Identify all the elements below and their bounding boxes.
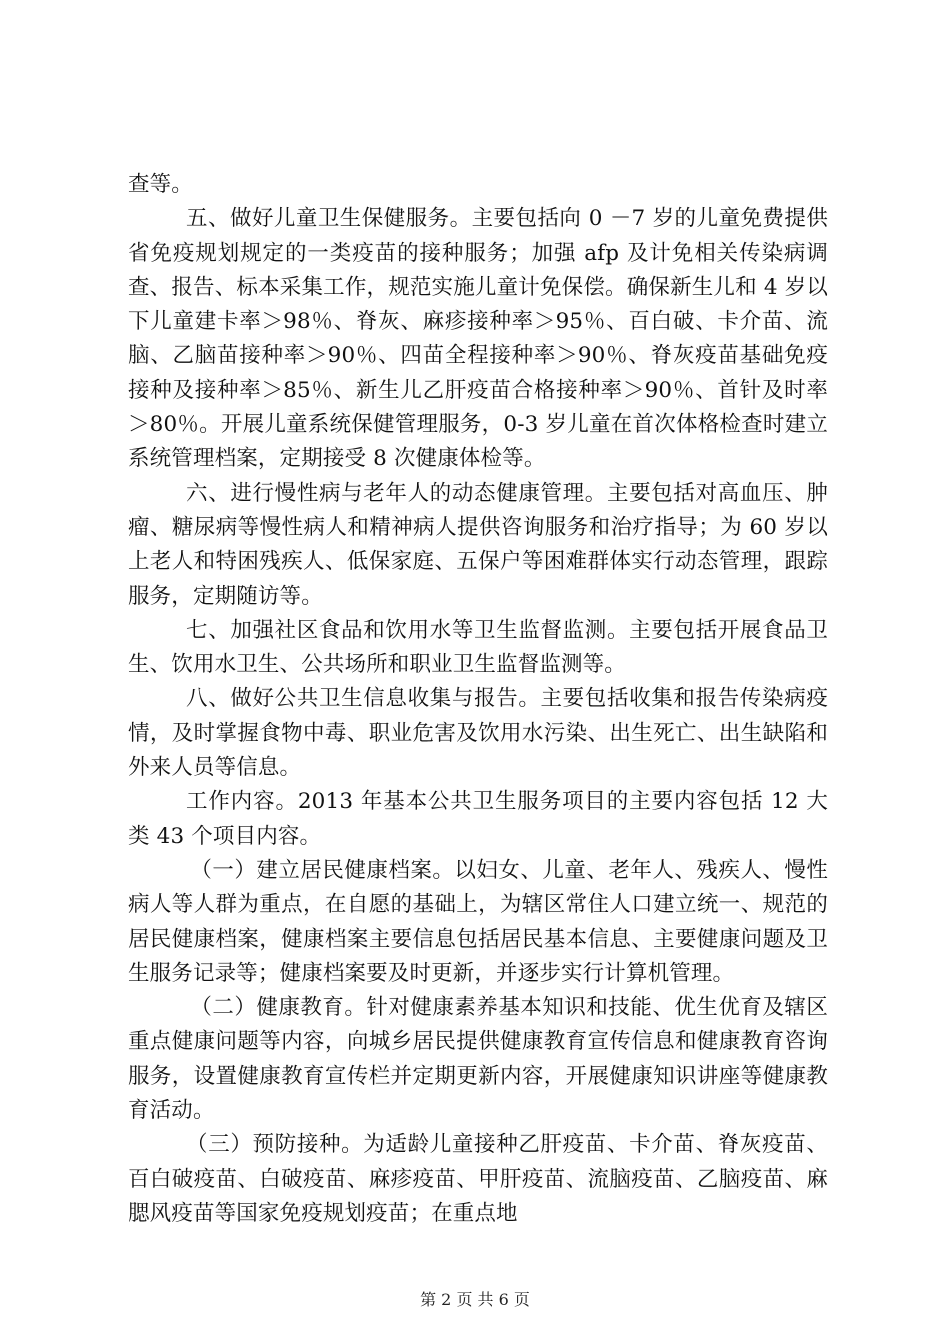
paragraph-health-records: （一）建立居民健康档案。以妇女、儿童、老年人、残疾人、慢性病人等人群为重点，在自愿的基础上，为辖区常住人口建立统一、规范的居民健康档案，健康档案主要信息包括居民基本信息、主要健康问题及卫生服务记录等；健康档案要及时更新，并逐步实行计算机管理。 <box>128 857 828 986</box>
paragraph-food-water-supervision: 七、加强社区食品和饮用水等卫生监督监测。主要包括开展食品卫生、饮用水卫生、公共场所和职业卫生监督监测等。 <box>128 617 828 678</box>
paragraph-vaccination: （三）预防接种。为适龄儿童接种乙肝疫苗、卡介苗、脊灰疫苗、百白破疫苗、白破疫苗、麻疹疫苗、甲肝疫苗、流脑疫苗、乙脑疫苗、麻腮风疫苗等国家免疫规划疫苗；在重点地 <box>128 1132 828 1226</box>
page-number-footer: 第 2 页 共 6 页 <box>420 1290 530 1309</box>
paragraph-continuation: 查等。 <box>128 172 193 197</box>
paragraph-health-education: （二）健康教育。针对健康素养基本知识和技能、优生优育及辖区重点健康问题等内容，向城乡居民提供健康教育宣传信息和健康教育咨询服务，设置健康教育宣传栏并定期更新内容，开展健康知识讲座等健康教育活动。 <box>128 995 828 1124</box>
paragraph-health-info-reporting: 八、做好公共卫生信息收集与报告。主要包括收集和报告传染病疫情，及时掌握食物中毒、职业危害及饮用水污染、出生死亡、出生缺陷和外来人员等信息。 <box>128 686 828 781</box>
paragraph-work-content: 工作内容。2013 年基本公共卫生服务项目的主要内容包括 12 大类 43 个项目内容。 <box>128 789 828 849</box>
paragraph-child-health-services: 五、做好儿童卫生保健服务。主要包括向 0 －7 岁的儿童免费提供省免疫规划规定的一类疫苗的接种服务；加强 afp 及计免相关传染病调查、报告、标本采集工作，规范实施儿童计免保偿。确保新生儿和 4 岁以下儿童建卡率＞98％、脊灰、麻疹接种率＞95％、百白破、卡介苗、流脑、乙脑苗接种率＞90％、四苗全程接种率＞90％、脊灰疫苗基础免疫接种及接种率＞85％、新生儿乙肝疫苗合格接种率＞90％、首针及时率＞80％。开展儿童系统保健管理服务，0-3 岁儿童在首次体格检查时建立系统管理档案，定期接受 8 次健康体检等。 <box>128 206 828 472</box>
paragraph-chronic-disease-management: 六、进行慢性病与老年人的动态健康管理。主要包括对高血压、肿瘤、糖尿病等慢性病人和精神病人提供咨询服务和治疗指导；为 60 岁以上老人和特困残疾人、低保家庭、五保户等困难群体实行动态管理，跟踪服务，定期随访等。 <box>128 480 828 609</box>
document-body <box>128 168 828 1231</box>
